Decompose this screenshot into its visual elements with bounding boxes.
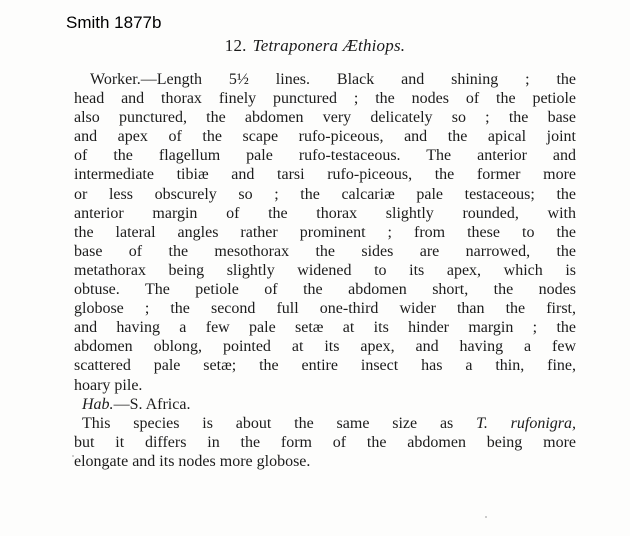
description-line: globose ; the second full one-third wider than the first, — [74, 300, 576, 318]
description-line: or less obscurely so ; the calcariæ pale testaceous; the — [74, 185, 576, 203]
description-line: head and thorax finely punctured ; the nodes of the petiole — [74, 90, 576, 108]
description-line: scattered pale setæ; the entire insect has a thin, fine, — [74, 357, 576, 375]
species-name: Tetraponera Æthiops. — [252, 36, 406, 55]
species-heading — [0, 36, 630, 56]
description-line: base of the mesothorax the sides are narrowed, the — [74, 242, 576, 260]
description-line: Worker.—Length 5½ lines. Black and shining ; the — [90, 71, 576, 88]
description-line: hoary pile. — [74, 376, 143, 394]
paper-speck — [485, 516, 487, 518]
note-text: This species is about the same size as — [82, 414, 477, 432]
description-line: anterior margin of the thorax slightly rounded, with — [74, 204, 576, 222]
description-line: metathorax being slightly widened to its apex, which is — [74, 261, 576, 279]
habitat-line — [74, 395, 576, 414]
note-line — [74, 414, 576, 433]
description-line: intermediate tibiæ and tarsi rufo-piceous, the former more — [74, 166, 576, 184]
description-line: the lateral angles rather prominent ; from these to the — [74, 223, 576, 241]
species-number: 12. — [224, 36, 247, 55]
description-line: and apex of the scape rufo-piceous, and the apical joint — [74, 128, 576, 146]
note-line: but it differs in the form of the abdomen being more — [74, 433, 576, 451]
description-line: also punctured, the abdomen very delicately so ; the base — [74, 109, 576, 127]
description-line: of the flagellum pale rufo-testaceous. The anterior and — [74, 147, 576, 165]
note-species-ref: T. rufonigra, — [476, 414, 576, 432]
description-line: abdomen oblong, pointed at its apex, and having a few — [74, 338, 576, 356]
habitat-label: Hab. — [82, 395, 114, 413]
paper-speck — [72, 455, 74, 457]
description-line: and having a few pale setæ at its hinder margin ; the — [74, 319, 576, 337]
note-line: elongate and its nodes more globose. — [74, 452, 311, 470]
habitat-value: —S. Africa. — [113, 395, 191, 413]
species-description — [74, 70, 576, 471]
description-line: obtuse. The petiole of the abdomen short, the nodes — [74, 281, 576, 299]
source-label: Smith 1877b — [66, 13, 162, 32]
